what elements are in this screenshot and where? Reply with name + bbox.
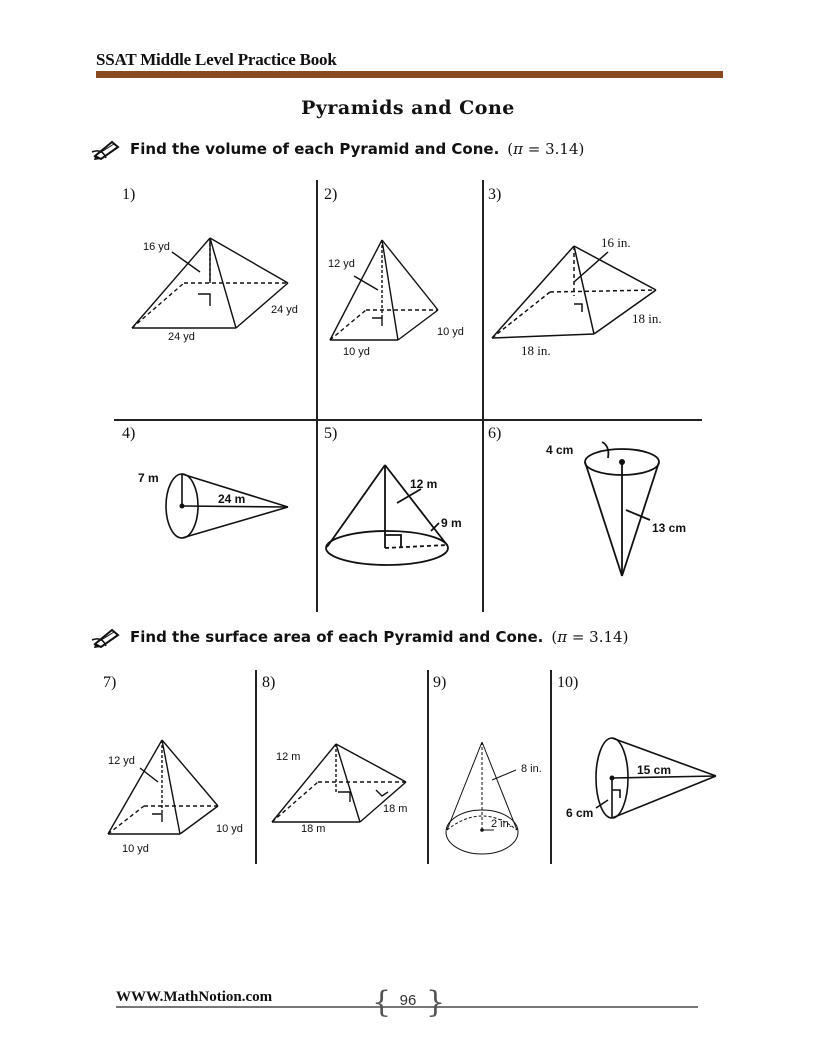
problem-number: 1) <box>122 186 136 203</box>
grid-divider <box>427 670 429 864</box>
dimension-label: 12 m <box>410 477 438 491</box>
dimension-label: 8 in. <box>521 763 542 775</box>
dimension-label: 10 yd <box>343 346 370 358</box>
problem-number: 2) <box>324 186 338 203</box>
dimension-label: 10 yd <box>122 843 149 855</box>
problem-number: 4) <box>122 425 136 442</box>
page-number: 96 <box>399 992 417 1009</box>
pencil-icon <box>92 626 122 648</box>
page-title: Pyramids and Cone <box>301 97 515 119</box>
grid-divider <box>114 419 702 421</box>
problem-number: 10) <box>557 674 579 691</box>
left-brace: { <box>372 985 392 1020</box>
dimension-label: 12 yd <box>328 258 355 270</box>
dimension-label: 10 yd <box>437 326 464 338</box>
dimension-label: 12 m <box>276 751 301 763</box>
dimension-label: 18 in. <box>632 311 662 326</box>
pi-note: (π = 3.14) <box>507 140 585 158</box>
grid-divider <box>316 180 318 612</box>
problem-number: 9) <box>433 674 447 691</box>
instruction-surface-area <box>92 626 628 648</box>
dimension-label: 18 in. <box>521 343 551 358</box>
dimension-label: 2 in. <box>491 818 512 830</box>
dimension-label: 10 yd <box>216 823 243 835</box>
header-rule <box>96 71 723 78</box>
dimension-label: 18 m <box>383 803 408 815</box>
problem-number: 5) <box>324 425 338 442</box>
dimension-label: 18 m <box>301 823 326 835</box>
dimension-label: 16 in. <box>601 235 631 250</box>
grid-divider <box>482 180 484 612</box>
book-title: SSAT Middle Level Practice Book <box>96 50 337 69</box>
pyramid-figure-3 <box>490 244 660 344</box>
cone-figure-6 <box>580 440 680 580</box>
problem-number: 6) <box>488 425 502 442</box>
problem-number: 3) <box>488 186 502 203</box>
dimension-label: 24 m <box>218 492 246 506</box>
cone-figure-4 <box>160 470 295 542</box>
pyramid-figure-7 <box>106 738 222 838</box>
instruction-text: Find the surface area of each Pyramid and Cone. <box>130 628 544 646</box>
dimension-label: 15 cm <box>637 763 672 777</box>
right-brace: } <box>426 985 446 1020</box>
instruction-text: Find the volume of each Pyramid and Cone. <box>130 140 500 158</box>
dimension-label: 4 cm <box>546 443 574 457</box>
pyramid-figure-2 <box>326 238 446 348</box>
pi-note: (π = 3.14) <box>551 628 629 646</box>
instruction-volume <box>92 138 584 160</box>
dimension-label: 13 cm <box>652 521 687 535</box>
cone-figure-9 <box>444 740 524 860</box>
dimension-label: 24 yd <box>271 304 298 316</box>
cone-figure-10 <box>592 734 720 826</box>
dimension-label: 6 cm <box>566 806 594 820</box>
dimension-label: 16 yd <box>143 241 170 253</box>
pencil-icon <box>92 138 122 160</box>
dimension-label: 9 m <box>441 516 462 530</box>
dimension-label: 7 m <box>138 471 159 485</box>
footer-website: WWW.MathNotion.com <box>116 989 273 1005</box>
dimension-label: 12 yd <box>108 755 135 767</box>
dimension-label: 24 yd <box>168 331 195 343</box>
problem-number: 7) <box>103 674 117 691</box>
grid-divider <box>550 670 552 864</box>
problem-number: 8) <box>262 674 276 691</box>
grid-divider <box>255 670 257 864</box>
